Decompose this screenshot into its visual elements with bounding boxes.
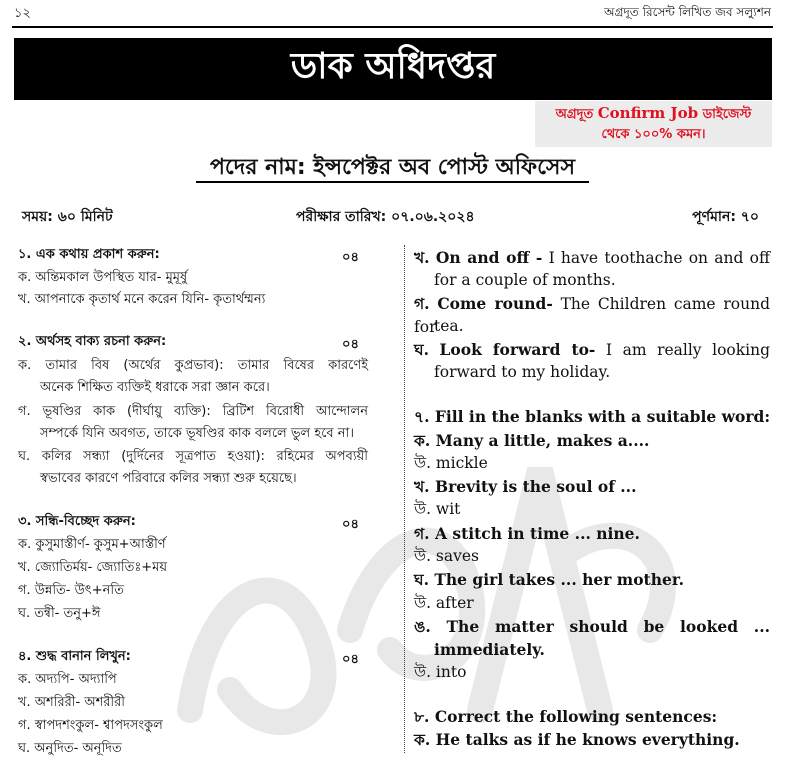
exam-time: সময়: ৬০ মিনিট [22, 209, 113, 225]
phrase-ga [414, 292, 770, 339]
phrase-kha-term: On and off - [435, 248, 543, 267]
q1-marks: ০৪ [342, 250, 359, 265]
q7-item-ka: ক. Many a little, makes a.... [414, 431, 650, 450]
q2-marks: ০৪ [342, 337, 359, 352]
q2-title: ২. অর্থসহ বাক্য রচনা করুন: [18, 334, 167, 349]
q2-item-ga-cont: সম্পর্কে যিনি অবগত, তাকে ভূষণ্ডির কাক বললে ভুল হবে না। [40, 426, 354, 441]
phrase-ga-sentence: The Children came round for [414, 295, 770, 336]
q8-title: ৮. Correct the following sentences: [414, 707, 718, 726]
q2-item-ka-cont: অনেক শিক্ষিত ব্যক্তিই ধরাকে সরা জ্ঞান করে। [40, 380, 270, 395]
q2-item-gha-cont: স্বভাবের কারণে পরিবারে কলির সন্ধ্যা শুরু হয়েছে। [40, 471, 297, 486]
q7-item-ga: গ. A stitch in time ... nine. [414, 524, 640, 543]
phrase-gha-cont: forward to my holiday. [434, 363, 611, 381]
q3-item-ka: ক. কুসুমাস্তীর্ণ- কুসুম+আস্তীর্ণ [18, 537, 166, 552]
q7-item-gha: ঘ. The girl takes ... her mother. [414, 570, 684, 589]
promo-text-a: অগ্রদূত [555, 107, 598, 122]
phrase-gha-label: ঘ. [414, 340, 429, 359]
page-number: ১২ [14, 6, 31, 21]
phrase-kha-label: খ. [414, 248, 430, 267]
q7-answer-kha: উ. wit [414, 500, 461, 518]
post-title: পদের নাম: ইন্সপেক্টর অব পোস্ট অফিসেস [210, 155, 575, 180]
q7-title: ৭. Fill in the blanks with a suitable word: [414, 407, 771, 426]
promo-brand: Confirm Job [597, 104, 699, 122]
q3-item-kha: খ. জ্যোতির্ময়- জ্যোতিঃ+ময় [18, 560, 168, 575]
q2-item-ka: ক. তামার বিষ (অর্থের কুপ্রভাব): তামার বিষের কারণেই [18, 358, 368, 373]
phrase-kha [414, 246, 770, 270]
phrase-kha-cont: for a couple of months. [434, 271, 616, 289]
q1-title: ১. এক কথায় প্রকাশ করুন: [18, 247, 160, 262]
q4-item-ga: গ. স্বাপদশংকুল- শ্বাপদসংকুল [18, 718, 163, 733]
q1-item-ka: ক. অন্তিমকাল উপস্থিত যার- মুমূর্ষু [18, 270, 188, 285]
department-title: ডাক অধিদপ্তর [290, 46, 496, 87]
phrase-gha-sentence: I am really looking [595, 341, 770, 359]
running-header: অগ্রদূত রিসেন্ট লিখিত জব সল্যুশন [604, 5, 771, 19]
exam-date: পরীক্ষার তারিখ: ০৭.০৬.২০২৪ [296, 209, 475, 225]
q7-item-nga: ঙ. The matter should be looked ... [414, 617, 770, 636]
q7-item-kha: খ. Brevity is the soul of ... [414, 477, 637, 496]
q3-marks: ০৪ [342, 517, 359, 532]
promo-line2: থেকে ১০০% কমন। [601, 127, 706, 142]
phrase-ga-cont: tea. [434, 317, 464, 335]
phrase-ga-term: Come round- [437, 294, 553, 313]
phrase-kha-sentence: I have toothache on and off [542, 249, 770, 267]
q3-item-ga: গ. উন্নতি- উৎ+নতি [18, 583, 124, 598]
q3-title: ৩. সন্ধি-বিচ্ছেদ করুন: [18, 514, 136, 529]
promo-text-c: ডাইজেস্ট [698, 107, 752, 122]
q1-item-kha: খ. আপনাকে কৃতার্থ মনে করেন যিনি- কৃতার্থম্মন্য [18, 292, 266, 307]
q3-item-gha: ঘ. তন্বী- তনু+ঈ [18, 606, 101, 621]
q7-answer-nga: উ. into [414, 663, 467, 681]
exam-full-marks: পূর্ণমান: ৭০ [692, 209, 759, 225]
q7-answer-ka: উ. mickle [414, 454, 488, 472]
header-rule [12, 26, 773, 28]
q2-item-ga: গ. ভূষণ্ডির কাক (দীর্ঘায়ু ব্যক্তি): ব্রিটিশ বিরোধী আন্দোলন [18, 404, 368, 419]
q4-title: ৪. শুদ্ধ বানান লিখুন: [18, 649, 131, 664]
q7-item-nga-cont: immediately. [434, 640, 545, 659]
q7-answer-gha: উ. after [414, 594, 474, 612]
q8-item-ka: ক. He talks as if he knows everything. [414, 730, 740, 749]
column-divider [404, 245, 405, 753]
q4-item-ka: ক. অদ্যপি- অদ্যাপি [18, 672, 117, 687]
promo-box [535, 101, 772, 147]
q7-answer-ga: উ. saves [414, 547, 480, 565]
q2-item-gha: ঘ. কলির সন্ধ্যা (দুর্দিনের সূত্রপাত হওয়া): রহিমের অপব্যয়ী [18, 449, 368, 464]
phrase-ga-label: গ. [414, 294, 430, 313]
q4-marks: ০৪ [342, 652, 359, 667]
department-banner [14, 38, 772, 100]
q4-item-kha: খ. অশরিরী- অশরীরী [18, 695, 126, 710]
post-title-underline [196, 181, 589, 183]
phrase-gha-term: Look forward to- [439, 340, 596, 359]
q4-item-gha: ঘ. অনুদিত- অনূদিত [18, 741, 122, 756]
phrase-gha [414, 338, 770, 362]
